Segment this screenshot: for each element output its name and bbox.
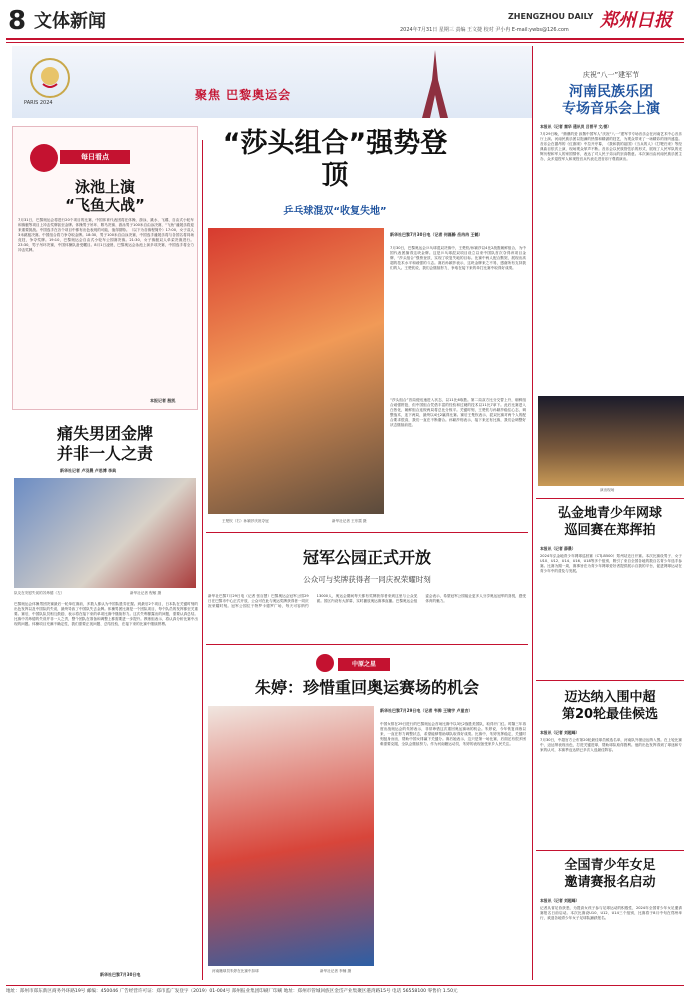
left-top-byline: 本报记者 殷凯 bbox=[150, 398, 176, 403]
masthead: 郑州日报 bbox=[600, 10, 672, 31]
center-bottom-body: 中国女排在29日进行的巴黎奥运会首场比赛中以3比2战胜美国队，取得开门红。时隔三年再度出战奥运会的朱婷表示，非常珍惜这次重回奥运赛场的机会。朱婷说，今年恢复训练以来，一直在努力调整状态，希望能够帮助球队取得好成绩。比赛中，朱婷发挥稳定，关键时刻挺身而出，帮助中国女排赢下关键分。赛后她表示，这只是第一场比赛，后面还有很多困难需要克服，全队会继续努力。作为河南籍运动员，朱婷的表现备受家乡人民关注。 bbox=[380, 722, 526, 746]
right-tennis-title-1: 弘金地青少年网球 bbox=[557, 506, 662, 521]
paris-olympics-logo-icon bbox=[30, 58, 70, 98]
left-mid-body: 巴黎奥运会体操男团决赛最后一轮单杠赛前，多数人都认为中国队胜券在握。到最后2个项目，日本队在关键时刻的出色发挥以及中国队的失误，最终导致了中国队失去金牌。体操男团比赛是一个团队项目，每个队员的发挥都至关重要。赛后，中国队队员相互鼓励，表示将在接下来的单项比赛中继续努力。这次失利暴露出的问题，需要认真总结。比赛中苏炜德的失误并非一人之责，整个团队在准备和调整上都需要进一步提升。教练组表示，将认真分析比赛中出现的问题。体操项目充满不确定性，我们需要正视问题、总结经验，在接下来的比赛中继续拼搏。 bbox=[14, 602, 198, 626]
left-mid-photo-caption: 队友在安慰失误的苏炜德（左） bbox=[14, 591, 65, 595]
table-tennis-celebration-photo bbox=[208, 228, 384, 514]
mascot-small-icon bbox=[316, 654, 334, 672]
olympics-banner bbox=[12, 46, 532, 118]
volleyball-player-photo bbox=[208, 706, 374, 966]
center-park-body: 新华社巴黎7月29日电（记者 张百慧）巴黎奥运会冠军公园29日在巴黎市中心正式开放，公众可在此与奥运奖牌获得者一同庆祝荣耀时刻。冠军公园位于特罗卡德罗广场，每天可容纳约13000人，奥运会期间每天都有奖牌获得者来到这里与公众见面。园区内设有大屏幕，实时播放奥运赛事直播。巴黎奥运会组委会表示，希望冠军公园能让更多人分享奥运冠军的喜悦，感受体育的魅力。 bbox=[208, 594, 526, 608]
central-plains-star-tag: 中原之星 bbox=[338, 658, 390, 671]
right-bottom-byline: 本报讯（记者 刘超峰） bbox=[540, 898, 580, 903]
right-tennis-title-2: 巡回赛在郑挥拍 bbox=[564, 523, 656, 538]
left-mid-end-byline: 新华社巴黎7月30日电 bbox=[100, 972, 141, 977]
right-top-body: 7月29日晚，“鼎鼎的爱 致敬中国军人”庆祝“八一”建军节专场音乐会在河南艺术中心音乐厅上演。河南民族乐团以饱满的热情和精湛的技艺，为观众带来了一场精彩的视听盛宴。音乐会在激昂的《红旗颂》中拉开序幕，《我和我的祖国》《当兵的人》《打靶归来》等经典曲目依次上演，现场观众掌声不断。音乐会以民族管弦乐的形式，展现了人民军队的光辉历程和军人的家国情怀，表达了对人民子弟兵的崇高敬意。本次演出由河南民族乐团主办，众多退役军人和现役官兵代表走进音乐厅观看演出。 bbox=[540, 132, 682, 161]
left-mid-byline: 新华社记者 卢羽晨 卢思博 李典 bbox=[60, 468, 117, 473]
left-mid-title-1: 痛失男团金牌 bbox=[56, 424, 153, 443]
left-top-body: 7月31日，巴黎奥运会将进行20个项目的比赛，中国体育代表团将在体操、游泳、跳水、飞碟、自由式小轮车和赛艇等项目上冲击奖牌甚至金牌。体操男子吊环、鞍马决赛、游泳男子100米自由泳决赛，“飞鱼”潘展乐将迎来重要挑战。中国选手在各个项目中都有出色表现的可能，值得期待。（以下为各赛程简介）17:00，女子双人3米跳板决赛。中国组合将力争夺取金牌。18:30，男子100米自由泳决赛，中国选手潘展乐将与各国名将同场竞技，争夺奖牌。19:10，巴黎奥运会自由式小轮车公园赛决赛。21:30，女子赛艇双人单桨决赛进行。23:30，男子吊环决赛，中国体操队备受瞩目。8月1日凌晨，巴黎奥运会泳池上演多项决赛，中国选手将全力冲击奖牌。 bbox=[18, 218, 194, 252]
masthead-en: ZHENGZHOU DAILY bbox=[508, 12, 594, 21]
center-top-title: “莎头组合”强势登顶 bbox=[222, 128, 448, 191]
column-rule-left bbox=[202, 140, 203, 980]
right-madana-title-1: 迈达纳入围中超 bbox=[564, 690, 656, 705]
mascot-icon bbox=[30, 144, 58, 172]
header-rule-thin bbox=[6, 42, 684, 43]
right-madana-body: 7月30日，中超官方公布第20轮最佳球员候选名单，河南队外援迈达纳入围。在上轮比赛中，迈达纳表现出色，打进关键进球，帮助球队取得胜利。他的出色发挥得到了球迷和专家的认可，本赛季迈达纳已多次入选最佳阵容。 bbox=[540, 738, 682, 752]
right-madana-title-2: 第20轮最佳候选 bbox=[561, 707, 659, 722]
footer-text: 地址：郑州市郑东新区商务外环路19号 邮编：450046 广告经营许可证：郑市监广发登字（2019）01-004号 郑州报业集团印刷厂印刷 地址：郑州市管城回族区金岱产业集聚区港湾路15号 电话 56558100 零售价 1.50元 bbox=[6, 989, 458, 994]
center-top-photo-caption: 王楚钦（右）孙颖莎庆祝夺冠 bbox=[222, 519, 269, 523]
right-bottom-body: 记者从省足协获悉，为提高女孩子参与足球运动的积极性，2024年全国青少年女足邀请赛报名日前启动。本次比赛设U10、U12、U14三个组别，比赛将于8月中旬在郑州举行，欢迎各地青少年女子足球队踊跃报名。 bbox=[540, 906, 682, 920]
center-top-dateline: 新华社巴黎7月30日电（记者 何磊静 岳冉冉 王鹤） bbox=[390, 232, 483, 237]
center-divider-1 bbox=[206, 532, 528, 533]
center-top-photo-credit: 新华社记者 王东震 摄 bbox=[332, 519, 367, 523]
center-top-body: 7月30日，巴黎奥运会乒乓球混双决赛中，王楚钦/孙颖莎以4比2战胜朝鲜组合，为中国代表团摘得这块金牌。这是乒乓球混双项目设立以来中国队首次夺得该项目金牌，“莎头组合”强势登顶，实现了收复失地的目标。比赛中两人配合默契，展现出高超的技术水平和顽强的斗志。赛后孙颖莎表示，这块金牌来之不易，感谢所有支持我们的人。王楚钦说，我们会继续努力，争取在接下来的单打比赛中取得好成绩。 bbox=[390, 246, 526, 270]
right-top-byline: 本报讯（记者 秦华 通讯员 吕晋平 文/图） bbox=[540, 124, 612, 129]
right-top-title-2: 专场音乐会上演 bbox=[562, 101, 660, 117]
paris-logo-text: PARIS 2024 bbox=[24, 100, 53, 106]
right-divider-1 bbox=[536, 498, 684, 499]
left-top-title-2: “飞鱼大战” bbox=[65, 196, 145, 214]
concert-photo bbox=[538, 396, 684, 486]
center-top-subtitle: 乒乓球混双“收复失地” bbox=[283, 206, 387, 217]
right-top-kicker: 庆祝“八一”建军节 bbox=[582, 71, 640, 79]
footer-rule bbox=[6, 985, 684, 986]
center-divider-2 bbox=[206, 644, 528, 645]
right-top-title-1: 河南民族乐团 bbox=[569, 84, 653, 100]
right-bottom-title-1: 全国青少年女足 bbox=[564, 858, 656, 873]
right-bottom-title-2: 邀请赛报名启动 bbox=[564, 875, 656, 890]
center-park-title: 冠军公园正式开放 bbox=[302, 548, 431, 567]
right-divider-3 bbox=[536, 850, 684, 851]
right-top-photo-caption: 演出现场 bbox=[600, 488, 615, 492]
right-divider-2 bbox=[536, 680, 684, 681]
banner-title: 聚焦 巴黎奥运会 bbox=[195, 88, 292, 102]
gymnastics-team-photo bbox=[14, 478, 196, 588]
center-bottom-dateline: 新华社巴黎7月29日电（记者 韦骅 王镜宇 卢星吉） bbox=[380, 708, 473, 713]
center-bottom-photo-caption: 河南籍球员朱婷在比赛中扣球 bbox=[212, 969, 259, 973]
center-park-subtitle: 公众可与奖牌获得者一同庆祝荣耀时刻 bbox=[303, 575, 431, 584]
eiffel-tower-icon bbox=[420, 50, 450, 118]
header-rule bbox=[6, 38, 684, 40]
left-top-title-1: 泳池上演 bbox=[74, 178, 135, 196]
center-top-side-body: “莎头组合”首局便迅速进入状态，以11比6取胜。第二局双方比分交替上升，朝鲜组合顽强拼抢，但中国组合凭借丰富的经验和过硬的技术以11比7拿下。此后比赛进入白热化，朝鲜组合连扳两局将总比分扳平。关键时刻，王楚钦与孙颖莎稳住心态，调整战术，连下两局，最终以4比2赢得比赛。赛后王楚钦表示，混双比赛对两个人的配合要求很高，我们一直在不断磨合。孙颖莎则表示，接下来还有比赛，我们会调整好状态继续前进。 bbox=[390, 398, 526, 427]
center-bottom-photo-credit: 新华社记者 李楠 摄 bbox=[320, 969, 352, 973]
column-rule-right bbox=[532, 46, 533, 980]
right-madana-byline: 本报讯（记者 刘超峰） bbox=[540, 730, 580, 735]
right-tennis-body: 2024年弘金地青少年网球巡回赛（CTJ-B500）郑州站近日开赛。本次比赛设男子、女子U10、U12、U14、U16、U18等多个组别，吸引了来自全国各地的数百名青少年选手参赛。比赛为期一周，赛事旨在为青少年网球爱好者提供展示自我的平台，促进网球运动在青少年中的普及与发展。 bbox=[540, 554, 682, 573]
left-mid-title-2: 并非一人之责 bbox=[56, 444, 153, 463]
section-title: 文体新闻 bbox=[34, 11, 106, 32]
page-number: 8 bbox=[8, 6, 27, 36]
daily-highlight-tag: 每日看点 bbox=[60, 150, 130, 164]
dateline: 2024年7月31日 星期三 责编 王文捷 校对 尹小冉 E-mail:ywbs@126.com bbox=[400, 27, 569, 33]
center-bottom-title: 朱婷：珍惜重回奥运赛场的机会 bbox=[254, 678, 479, 697]
left-mid-photo-credit: 新华社记者 程敏 摄 bbox=[130, 591, 162, 595]
right-tennis-byline: 本报讯（记者 薛晨） bbox=[540, 546, 576, 551]
